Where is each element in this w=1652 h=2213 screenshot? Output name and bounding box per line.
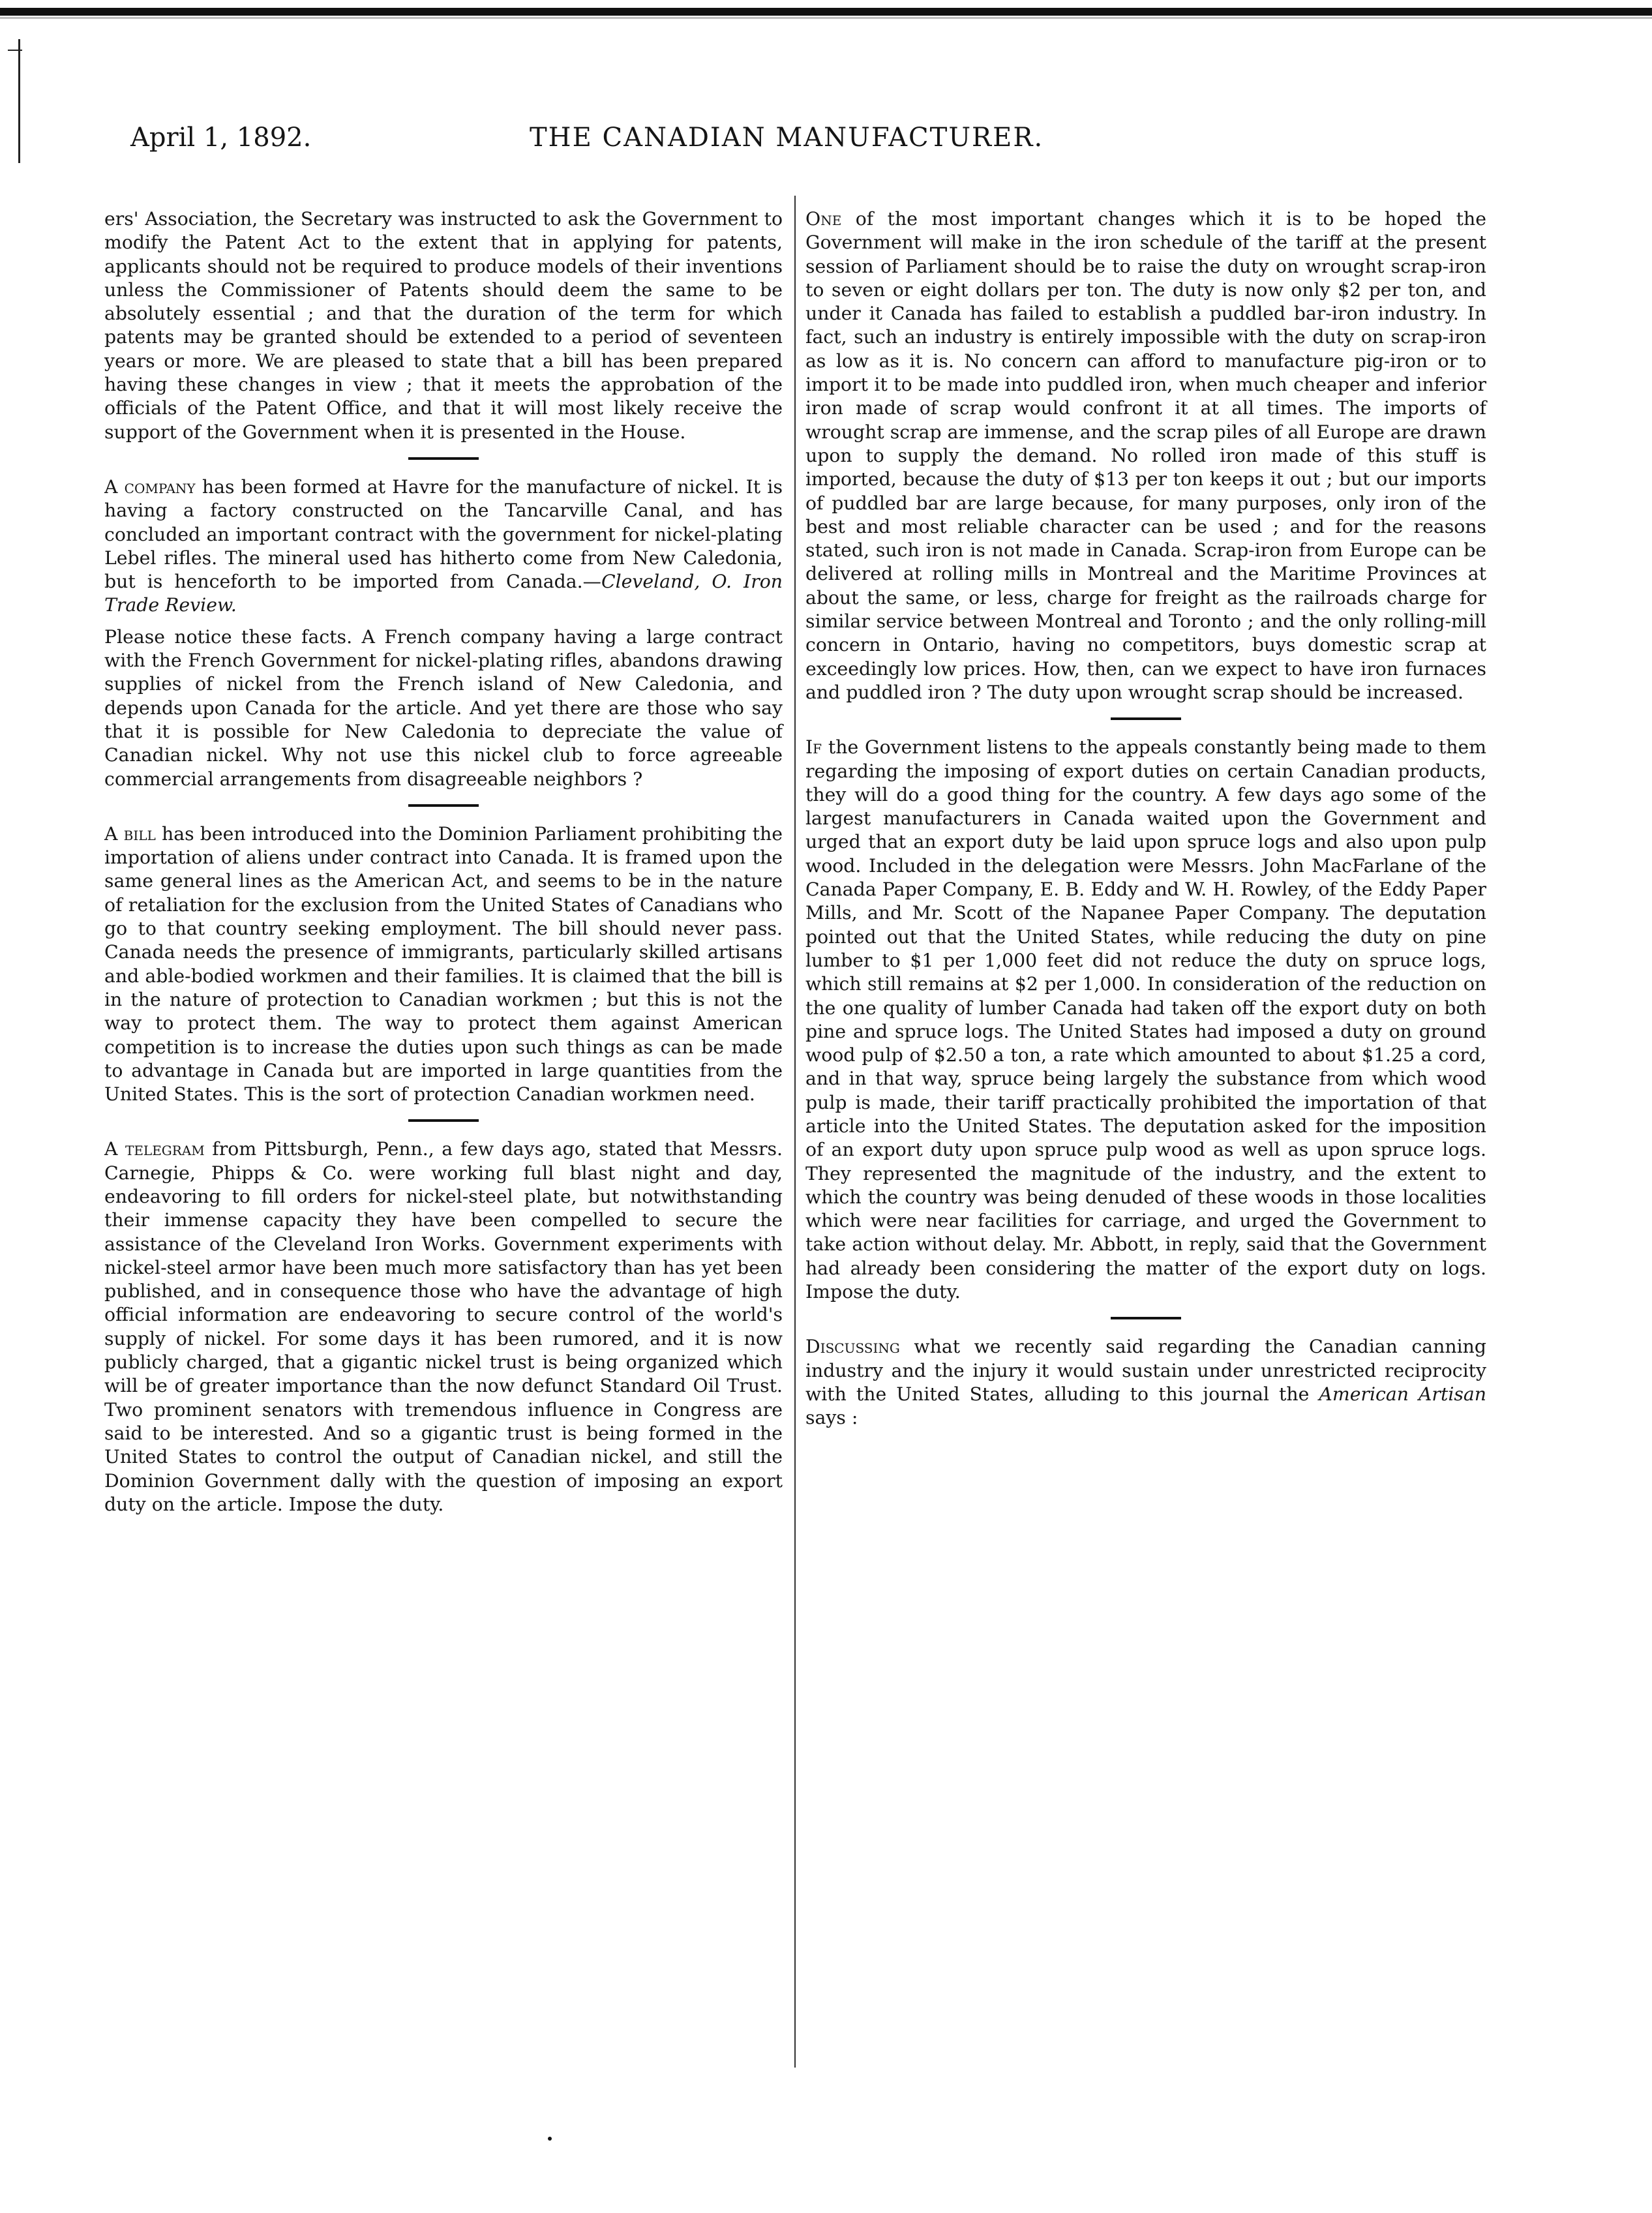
article-nickel-company <box>104 475 783 618</box>
article-separator <box>1111 1317 1181 1319</box>
lead-words: Discussing <box>805 1336 900 1358</box>
article-patent-act: ers' Association, the Secretary was instructed to ask the Government to modify the Patent Act to the extent that in applying for patents, applicants should not be required to produce models of their inventions unless the Commissioner of Patents should deem the same to be absolutely essential ; and that the duration of the term for which patents may be granted should be extended to a period of seventeen years or more. We are pleased to state that a bill has been prepared having these changes in view ; that it meets the approbation of the officials of the Patent Office, and that it will most likely receive the support of the Government when it is presented in the House. <box>104 208 783 443</box>
article-separator <box>408 804 479 807</box>
issue-date: April 1, 1892. <box>130 123 312 153</box>
top-border-shadow <box>0 17 1652 19</box>
article-body: the Government listens to the appeals constantly being made to them regarding the imposing of export duties on certain Canadian products, they will do a good thing for the country. A few days ago some of the largest manufacturers in Canada waited upon the Government and urged that an export duty be laid upon spruce logs and also upon pulp wood. Included in the delegation were Messrs. John MacFarlane of the Canada Paper Company, E. B. Eddy and W. H. Rowley, of the Eddy Paper Mills, and Mr. Scott of the Napanee Paper Company. The deputation pointed out that the United States, while reducing the duty on pine lumber to $1 per 1,000 feet did not reduce the duty on spruce logs, which still remains at $2 per 1,000. In consideration of the reduction on the one quality of lumber Canada had taken off the export duty on both pine and spruce logs. The United States had imposed a duty on ground wood pulp of $2.50 a ton, a rate which amounted to about $1.25 a cord, and in that way, spruce being largely the substance from which wood pulp is made, their tariff practically prohibited the importation of that article into the United States. The deputation asked for the imposition of an export duty upon spruce pulp wood as well as upon spruce logs. They represented the magnitude of the industry, and the extent to which the country was being denuded of these woods in those localities which were near facilities for carriage, and urged the Government to take action without delay. Mr. Abbott, in reply, said that the Government had already been considering the matter of the export duty on logs. Impose the duty. <box>805 736 1486 1303</box>
article-separator <box>408 1119 479 1122</box>
lead-words: One <box>805 208 842 230</box>
page-speck <box>548 2137 552 2141</box>
lead-words: A company <box>104 475 196 498</box>
article-body-tail: says : <box>805 1407 858 1429</box>
binding-edge-line <box>18 39 20 163</box>
article-source: American Artisan <box>1319 1383 1486 1405</box>
lead-words: A bill <box>104 822 156 845</box>
article-separator <box>1111 717 1181 720</box>
article-body: has been introduced into the Dominion Parliament prohibiting the importation of aliens under contract into Canada. It is framed upon the same general lines as the American Act, and seems to be in the nature of retaliation for the exclusion from the United States of Canadians who go to that country seeking employment. The bill should never pass. Canada needs the presence of immigrants, particularly skilled artisans and able-bodied workmen and their families. It is claimed that the bill is in the nature of protection to Canadian workmen ; but this is not the way to protect them. The way to protect them against American competition is to increase the duties upon such things as can be made to advantage in Canada but are imported in large quantities from the United States. This is the sort of protection Canadian workmen need. <box>104 822 783 1106</box>
top-border-rule <box>0 8 1652 16</box>
article-nickel-trust <box>104 1137 783 1516</box>
article-export-duties <box>805 736 1486 1304</box>
binding-edge-tick <box>8 50 22 51</box>
article-separator <box>408 457 479 460</box>
right-column <box>805 207 1486 1430</box>
lead-words: If <box>805 736 822 759</box>
article-alien-labour-bill <box>104 822 783 1107</box>
article-body: what we recently said regarding the Canadian canning industry and the injury it would sustain under unrestricted reciprocity with the United States, alluding to this journal the <box>805 1336 1486 1405</box>
article-body: from Pittsburgh, Penn., a few days ago, stated that Messrs. Carnegie, Phipps & Co. were working full blast night and day, endeavoring to fill orders for nickel-steel plate, but notwithstanding their immense capacity they have been compelled to secure the assistance of the Cleveland Iron Works. Government experiments with nickel-steel armor have been much more satisfactory than has yet been published, and in consequence those who have the advantage of high official information are endeavoring to secure control of the world's supply of nickel. For some days it has been rumored, and it is now publicly charged, that a gigantic nickel trust is being organized which will be of greater importance than the now defunct Standard Oil Trust. Two prominent senators with tremendous influence in Congress are said to be interested. And so a gigantic trust is being formed in the United States to control the output of Canadian nickel, and still the Dominion Government dally with the question of imposing an export duty on the article. Impose the duty. <box>104 1138 783 1515</box>
lead-words: A telegram <box>104 1138 205 1160</box>
article-body: of the most important changes which it is to be hoped the Government will make in the iron schedule of the tariff at the present session of Parliament should be to raise the duty on wrought scrap-iron to seven or eight dollars per ton. The duty is now only $2 per ton, and under it Canada has failed to establish a puddled bar-iron industry. In fact, such an industry is entirely impossible with the duty on scrap-iron as low as it is. No concern can afford to manufacture pig-iron or to import it to be made into puddled iron, when much cheaper and inferior iron made of scrap would confront it at all times. The imports of wrought scrap are immense, and the scrap piles of all Europe are drawn upon to supply the demand. No rolled iron made of this stuff is imported, because the duty of $13 per ton keeps it out ; but our imports of puddled bar are large because, for many purposes, only iron of the best and most reliable character can be used ; and for the reasons stated, such iron is not made in Canada. Scrap-iron from Europe can be delivered at rolling mills in Montreal and the Maritime Provinces at about the same, or less, charge for freight as the railroads charge for similar service between Montreal and Toronto ; and the only rolling-mill concern in Ontario, having no competitors, buys domestic scrap at exceedingly low prices. How, then, can we expect to have iron furnaces and puddled iron ? The duty upon wrought scrap should be increased. <box>805 208 1486 703</box>
article-body: has been formed at Havre for the manufacture of nickel. It is having a factory constructed on the Tancarville Canal, and has concluded an important contract with the government for nickel-plating Lebel rifles. The mineral used has hitherto come from New Caledonia, but is henceforth to be imported from Canada.— <box>104 475 783 593</box>
page-header <box>130 123 1487 162</box>
article-source: Cleveland, O. Iron Trade Review. <box>104 571 783 616</box>
left-column <box>104 207 783 1516</box>
article-canning-industry <box>805 1335 1486 1430</box>
column-divider <box>794 196 796 2068</box>
publication-title: THE CANADIAN MANUFACTURER. <box>530 123 1044 153</box>
article-scrap-iron <box>805 207 1486 704</box>
article-nickel-comment: Please notice these facts. A French company having a large contract with the French Government for nickel-plating rifles, abandons drawing supplies of nickel from the French island of New Caledonia, and depends upon Canada for the article. And yet there are those who say that it is possible for New Caledonia to depreciate the value of Canadian nickel. Why not use this nickel club to force agreeable commercial arrangements from disagreeable neighbors ? <box>104 625 783 790</box>
